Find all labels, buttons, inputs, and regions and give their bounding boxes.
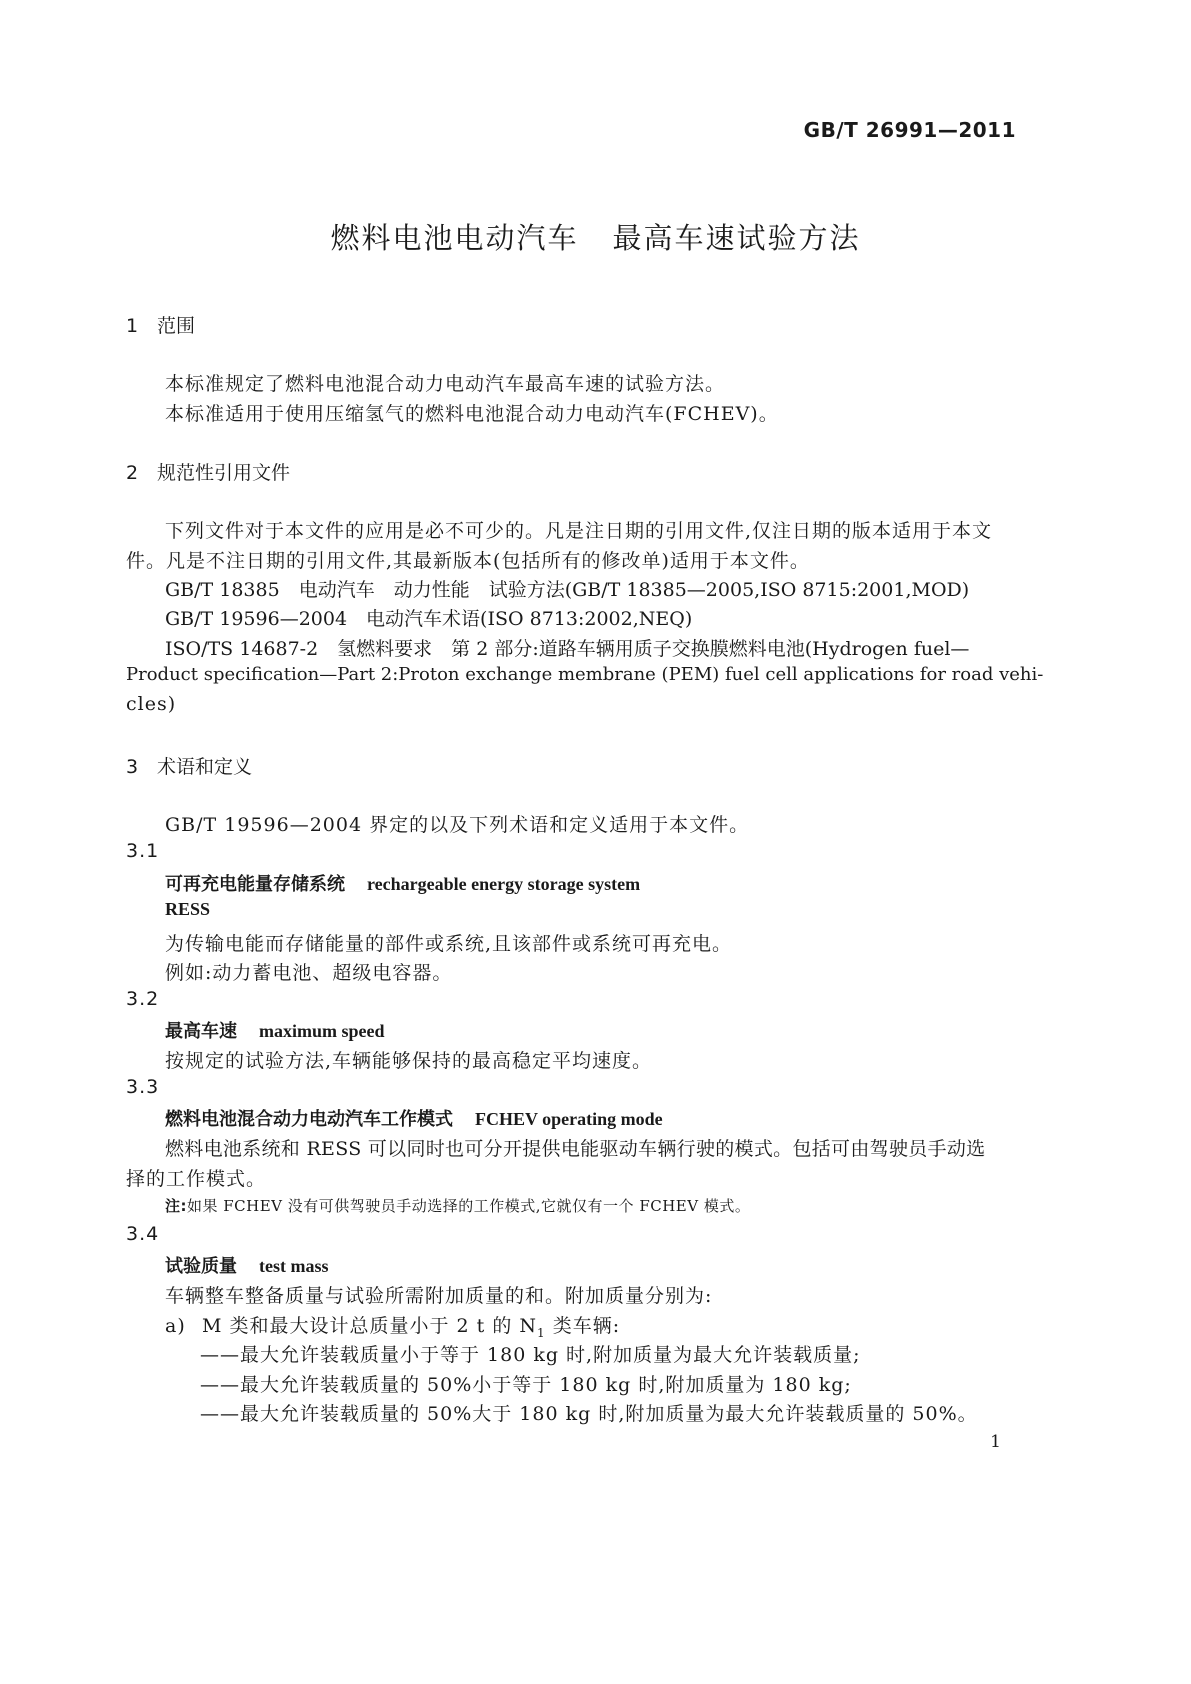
term-cn: 最高车速 [165,1021,237,1042]
term-cn: 试验质量 [165,1256,237,1277]
term-definition: 按规定的试验方法,车辆能够保持的最高稳定平均速度。 [165,1050,653,1072]
list-item-text: 类车辆: [545,1315,621,1337]
term-definition: 为传输电能而存储能量的部件或系统,且该部件或系统可再充电。 [165,933,733,955]
section-number: 1 [126,315,139,337]
term-en: maximum speed [259,1021,385,1041]
term-heading [165,1252,329,1278]
dash-item: ——最大允许装载质量的 50%小于等于 180 kg 时,附加质量为 180 kg; [200,1374,852,1396]
section-heading-1 [126,311,195,338]
list-item-text: M 类和最大设计总质量小于 2 t 的 N [202,1315,538,1337]
term-definition-continued: 择的工作模式。 [126,1168,267,1190]
term-definition: 车辆整车整备质量与试验所需附加质量的和。附加质量分别为: [165,1285,713,1307]
reference-item-continued: Product specification—Part 2:Proton exchange membrane (PEM) fuel cell applications for road vehi- [126,664,1044,685]
section-heading-3 [126,752,252,779]
paragraph: 本标准规定了燃料电池混合动力电动汽车最高车速的试验方法。 [165,373,726,395]
standard-number: GB/T 26991—2011 [803,118,1016,142]
subsection-number: 3.2 [126,988,160,1010]
section-title: 术语和定义 [157,756,253,778]
title-part-2: 最高车速试验方法 [612,221,861,255]
term-example: 例如:动力蓄电池、超级电容器。 [165,962,453,984]
section-heading-2 [126,458,290,485]
note-label: 注: [165,1197,187,1215]
section-title: 范围 [157,315,196,337]
section-number: 2 [126,462,139,484]
document-title [0,216,1191,257]
list-item-label: a) [165,1315,186,1337]
paragraph: GB/T 19596—2004 界定的以及下列术语和定义适用于本文件。 [165,814,750,836]
paragraph: 下列文件对于本文件的应用是必不可少的。凡是注日期的引用文件,仅注日期的版本适用于本文 [165,520,993,542]
page-number: 1 [990,1432,1001,1452]
section-number: 3 [126,756,139,778]
term-heading [165,1105,663,1131]
term-note [165,1195,750,1216]
term-abbreviation: RESS [165,899,211,919]
reference-item: GB/T 18385 电动汽车 动力性能 试验方法(GB/T 18385—2005,ISO 8715:2001,MOD) [165,579,970,601]
list-item-a [165,1311,620,1340]
term-en: FCHEV operating mode [475,1109,663,1129]
reference-item: ISO/TS 14687-2 氢燃料要求 第 2 部分:道路车辆用质子交换膜燃料电池(Hydrogen fuel— [165,638,970,660]
subsection-number: 3.4 [126,1223,160,1245]
paragraph: 件。凡是不注日期的引用文件,其最新版本(包括所有的修改单)适用于本文件。 [126,550,810,572]
reference-item: GB/T 19596—2004 电动汽车术语(ISO 8713:2002,NEQ) [165,608,693,630]
reference-item-continued: cles) [126,693,177,715]
term-definition: 燃料电池系统和 RESS 可以同时也可分开提供电能驱动车辆行驶的模式。包括可由驾驶员手动选 [165,1138,986,1160]
dash-item: ——最大允许装载质量的 50%大于 180 kg 时,附加质量为最大允许装载质量的 50%。 [200,1403,978,1425]
term-cn: 可再充电能量存储系统 [165,874,345,895]
term-en: test mass [259,1256,329,1276]
section-title: 规范性引用文件 [157,462,291,484]
term-heading [165,1017,385,1043]
title-part-1: 燃料电池电动汽车 [330,221,579,255]
note-text: 如果 FCHEV 没有可供驾驶员手动选择的工作模式,它就仅有一个 FCHEV 模式。 [187,1197,751,1215]
term-heading [165,870,640,896]
dash-item: ——最大允许装载质量小于等于 180 kg 时,附加质量为最大允许装载质量; [200,1344,861,1366]
subscript: 1 [537,1325,546,1340]
term-cn: 燃料电池混合动力电动汽车工作模式 [165,1109,453,1130]
term-en: rechargeable energy storage system [367,874,641,894]
subsection-number: 3.1 [126,840,160,862]
subsection-number: 3.3 [126,1076,160,1098]
paragraph: 本标准适用于使用压缩氢气的燃料电池混合动力电动汽车(FCHEV)。 [165,403,779,425]
